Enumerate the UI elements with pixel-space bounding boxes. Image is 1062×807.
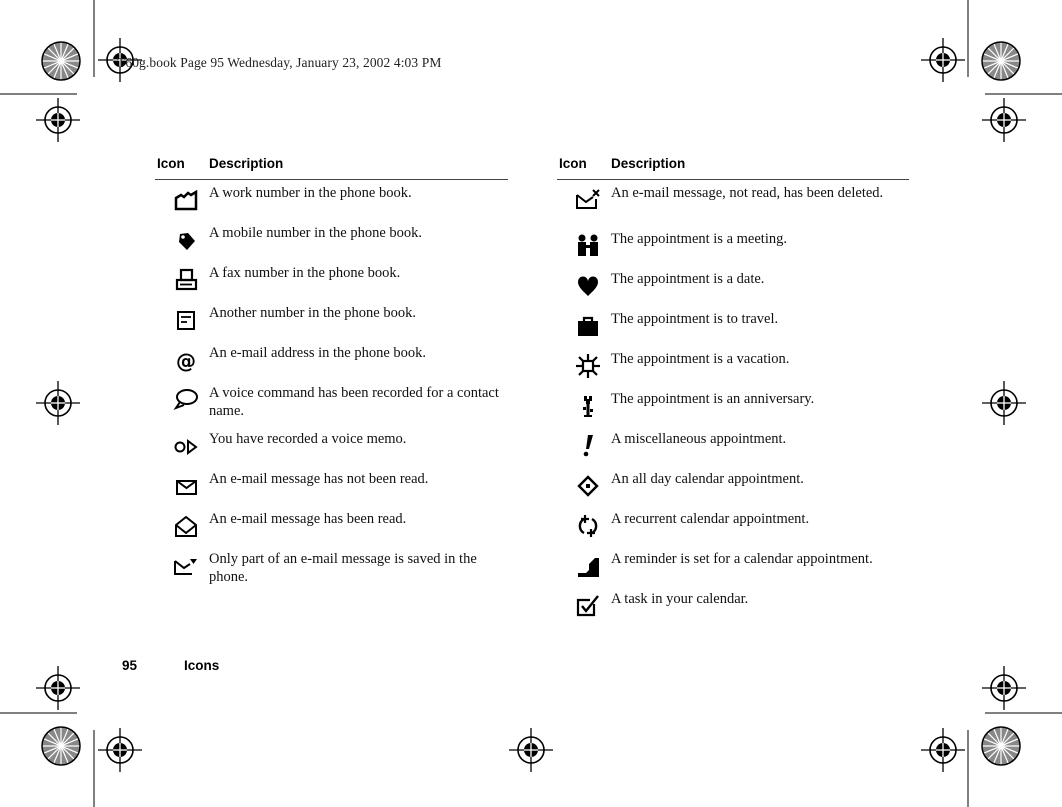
header-description-label: Description: [209, 156, 284, 171]
print-slug: T60g.book Page 95 Wednesday, January 23, 2002 4:03 PM: [117, 55, 442, 70]
row-description: The appointment is a date.: [611, 271, 765, 287]
row-description: The appointment is an anniversary.: [611, 391, 815, 407]
row-description: A mobile number in the phone book.: [209, 225, 423, 241]
row-description: A recurrent calendar appointment.: [611, 511, 810, 527]
header-icon-label: Icon: [157, 156, 185, 171]
voice-memo-icon: [172, 432, 200, 460]
row-description: A work number in the phone book.: [209, 185, 412, 201]
header-description-label: Description: [611, 156, 686, 171]
email-partial-icon: [172, 552, 200, 580]
row-description: The appointment is a meeting.: [611, 231, 787, 247]
row-description: A task in your calendar.: [611, 591, 749, 607]
diamond-icon: [574, 472, 602, 500]
row-description: An e-mail message has not been read.: [209, 471, 429, 487]
row-description: An e-mail address in the phone book.: [209, 345, 427, 361]
section-title: Icons: [184, 658, 220, 673]
email-unread-icon: [172, 472, 200, 500]
row-description: A reminder is set for a calendar appointment.: [611, 551, 873, 567]
exclamation-icon: [574, 432, 602, 460]
travel-bag-icon: [574, 312, 602, 340]
header-icon-label: Icon: [559, 156, 587, 171]
other-number-icon: [172, 306, 200, 334]
row-description: A voice command has been recorded for a contact name.: [209, 385, 499, 419]
page-number: 95: [122, 658, 138, 673]
icon-table-right: [557, 155, 909, 607]
row-description: Another number in the phone book.: [209, 305, 416, 321]
mobile-number-icon: [172, 226, 200, 254]
sun-icon: [574, 352, 602, 380]
row-description: You have recorded a voice memo.: [209, 431, 407, 447]
fax-number-icon: [172, 266, 200, 294]
recurrent-icon: [574, 512, 602, 540]
flower-icon: [574, 392, 602, 420]
svg-text:@: @: [176, 349, 196, 373]
email-deleted-icon: [574, 186, 602, 214]
table-header: [155, 155, 508, 180]
row-description: The appointment is to travel.: [611, 311, 779, 327]
row-description: An all day calendar appointment.: [611, 471, 804, 487]
meeting-icon: [574, 232, 602, 260]
work-number-icon: [172, 186, 200, 214]
email-read-icon: [172, 512, 200, 540]
task-checkbox-icon: [574, 592, 602, 620]
email-address-icon: [172, 346, 200, 374]
table-header: [557, 155, 909, 180]
row-description: An e-mail message, not read, has been deleted.: [611, 185, 884, 201]
row-description: The appointment is a vacation.: [611, 351, 790, 367]
icon-table-left: [155, 155, 508, 585]
row-description: A fax number in the phone book.: [209, 265, 401, 281]
voice-command-icon: [172, 386, 200, 414]
row-description: A miscellaneous appointment.: [611, 431, 787, 447]
heart-icon: [574, 272, 602, 300]
reminder-bell-icon: [574, 552, 602, 580]
row-description: An e-mail message has been read.: [209, 511, 407, 527]
row-description: Only part of an e-mail message is saved in the phone.: [209, 551, 477, 585]
